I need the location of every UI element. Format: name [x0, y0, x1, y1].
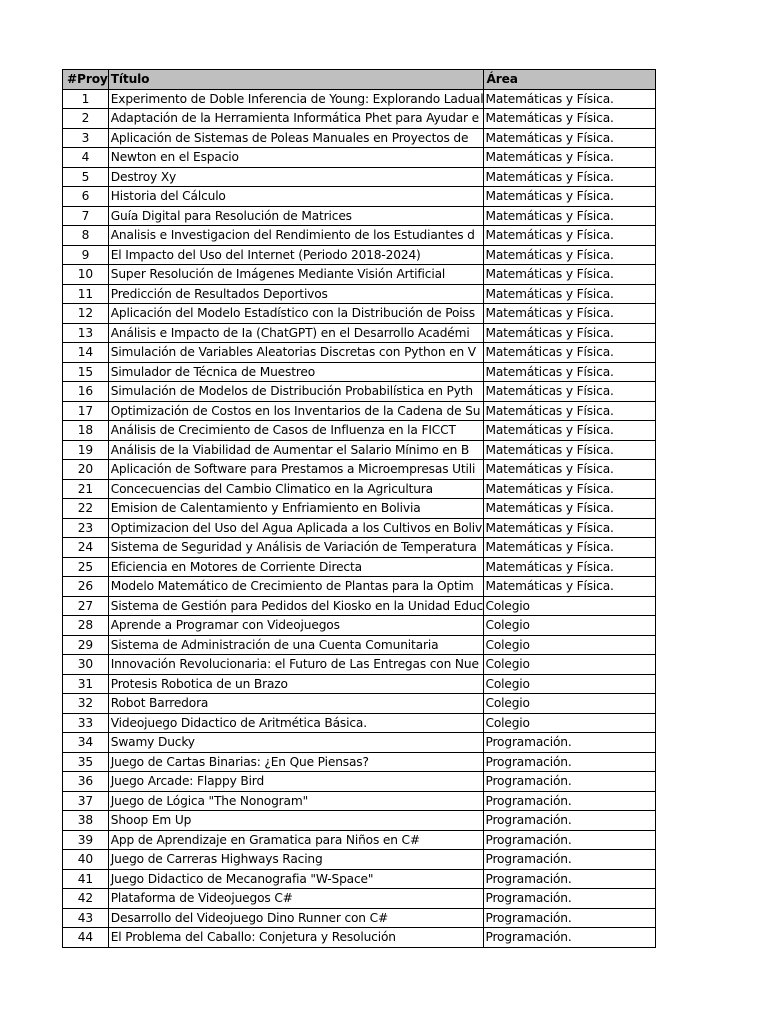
- table-row: [63, 713, 656, 733]
- proy-number-cell[interactable]: 15: [63, 362, 109, 382]
- proy-number-cell[interactable]: 6: [63, 187, 109, 207]
- table-row: [63, 616, 656, 636]
- proy-number-cell[interactable]: 12: [63, 304, 109, 324]
- area-cell[interactable]: Matemáticas y Física.: [484, 265, 656, 285]
- title-cell[interactable]: Eficiencia en Motores de Corriente Directa: [108, 557, 484, 577]
- area-cell[interactable]: Colegio: [484, 616, 656, 636]
- table-row: [63, 889, 656, 909]
- title-cell[interactable]: Aplicación de Software para Prestamos a Microempresas Utili: [108, 460, 484, 480]
- table-row: [63, 226, 656, 246]
- proy-number-cell[interactable]: 32: [63, 694, 109, 714]
- area-cell[interactable]: Matemáticas y Física.: [484, 284, 656, 304]
- table-row: [63, 440, 656, 460]
- title-cell[interactable]: Juego de Lógica "The Nonogram": [108, 791, 484, 811]
- table-row: [63, 928, 656, 948]
- title-cell[interactable]: Robot Barredora: [108, 694, 484, 714]
- area-cell[interactable]: Matemáticas y Física.: [484, 518, 656, 538]
- area-cell[interactable]: Matemáticas y Física.: [484, 323, 656, 343]
- title-cell[interactable]: Swamy Ducky: [108, 733, 484, 753]
- title-cell[interactable]: Plataforma de Videojuegos C#: [108, 889, 484, 909]
- title-cell[interactable]: Juego Didactico de Mecanografia "W-Space": [108, 869, 484, 889]
- proy-number-cell[interactable]: 18: [63, 421, 109, 441]
- proy-number-cell[interactable]: 13: [63, 323, 109, 343]
- table-row: [63, 284, 656, 304]
- area-cell[interactable]: Matemáticas y Física.: [484, 148, 656, 168]
- area-cell[interactable]: Programación.: [484, 869, 656, 889]
- proy-number-cell[interactable]: 23: [63, 518, 109, 538]
- title-cell[interactable]: Optimización de Costos en los Inventarios de la Cadena de Su: [108, 401, 484, 421]
- area-cell[interactable]: Matemáticas y Física.: [484, 362, 656, 382]
- proy-number-cell[interactable]: 17: [63, 401, 109, 421]
- title-cell[interactable]: Experimento de Doble Inferencia de Young: Explorando Ladual: [108, 89, 484, 109]
- proy-number-cell[interactable]: 9: [63, 245, 109, 265]
- title-cell[interactable]: Simulador de Técnica de Muestreo: [108, 362, 484, 382]
- area-cell[interactable]: Matemáticas y Física.: [484, 557, 656, 577]
- proy-number-cell[interactable]: 25: [63, 557, 109, 577]
- title-cell[interactable]: Optimizacion del Uso del Agua Aplicada a los Cultivos en Boliv: [108, 518, 484, 538]
- table-row: [63, 265, 656, 285]
- area-cell[interactable]: Programación.: [484, 811, 656, 831]
- area-cell[interactable]: Colegio: [484, 635, 656, 655]
- table-row: [63, 499, 656, 519]
- title-cell[interactable]: Aplicación de Sistemas de Poleas Manuales en Proyectos de: [108, 128, 484, 148]
- proy-number-cell[interactable]: 39: [63, 830, 109, 850]
- table-row: [63, 421, 656, 441]
- proy-number-cell[interactable]: 10: [63, 265, 109, 285]
- proy-number-cell[interactable]: 37: [63, 791, 109, 811]
- proy-number-cell[interactable]: 11: [63, 284, 109, 304]
- title-cell[interactable]: Videojuego Didactico de Aritmética Básica.: [108, 713, 484, 733]
- table-row: [63, 167, 656, 187]
- table-row: [63, 460, 656, 480]
- proy-number-cell[interactable]: 29: [63, 635, 109, 655]
- header-row: [63, 70, 656, 90]
- title-cell[interactable]: App de Aprendizaje en Gramatica para Niños en C#: [108, 830, 484, 850]
- area-cell[interactable]: Matemáticas y Física.: [484, 499, 656, 519]
- proy-number-cell[interactable]: 33: [63, 713, 109, 733]
- proy-number-cell[interactable]: 38: [63, 811, 109, 831]
- table-row: [63, 245, 656, 265]
- table-row: [63, 674, 656, 694]
- title-cell[interactable]: Sistema de Seguridad y Análisis de Variación de Temperatura: [108, 538, 484, 558]
- title-cell[interactable]: Análisis e Impacto de Ia (ChatGPT) en el Desarrollo Académi: [108, 323, 484, 343]
- table-row: [63, 323, 656, 343]
- table-row: [63, 479, 656, 499]
- proy-number-cell[interactable]: 2: [63, 109, 109, 129]
- title-cell[interactable]: Simulación de Variables Aleatorias Discretas con Python en V: [108, 343, 484, 363]
- title-cell[interactable]: Juego de Carreras Highways Racing: [108, 850, 484, 870]
- area-cell[interactable]: Colegio: [484, 694, 656, 714]
- title-cell[interactable]: Guía Digital para Resolución de Matrices: [108, 206, 484, 226]
- table-row: [63, 830, 656, 850]
- area-cell[interactable]: Matemáticas y Física.: [484, 304, 656, 324]
- title-cell[interactable]: Historia del Cálculo: [108, 187, 484, 207]
- title-cell[interactable]: Sistema de Administración de una Cuenta Comunitaria: [108, 635, 484, 655]
- area-cell[interactable]: Matemáticas y Física.: [484, 460, 656, 480]
- area-cell[interactable]: Programación.: [484, 733, 656, 753]
- table-row: [63, 908, 656, 928]
- area-cell[interactable]: Programación.: [484, 791, 656, 811]
- table-row: [63, 655, 656, 675]
- proy-number-cell[interactable]: 20: [63, 460, 109, 480]
- table-row: [63, 362, 656, 382]
- area-cell[interactable]: Colegio: [484, 596, 656, 616]
- area-cell[interactable]: Matemáticas y Física.: [484, 577, 656, 597]
- table-row: [63, 577, 656, 597]
- area-cell[interactable]: Programación.: [484, 889, 656, 909]
- proy-number-cell[interactable]: 14: [63, 343, 109, 363]
- area-cell[interactable]: Matemáticas y Física.: [484, 479, 656, 499]
- title-cell[interactable]: Desarrollo del Videojuego Dino Runner con C#: [108, 908, 484, 928]
- area-cell[interactable]: Matemáticas y Física.: [484, 167, 656, 187]
- table-row: [63, 733, 656, 753]
- proy-number-cell[interactable]: 8: [63, 226, 109, 246]
- proy-number-cell[interactable]: 22: [63, 499, 109, 519]
- title-cell[interactable]: El Impacto del Uso del Internet (Periodo 2018-2024): [108, 245, 484, 265]
- proy-number-cell[interactable]: 31: [63, 674, 109, 694]
- table-row: [63, 811, 656, 831]
- table-row: [63, 869, 656, 889]
- title-cell[interactable]: Destroy Xy: [108, 167, 484, 187]
- table-row: [63, 596, 656, 616]
- area-cell[interactable]: Colegio: [484, 713, 656, 733]
- proy-number-cell[interactable]: 43: [63, 908, 109, 928]
- table-row: [63, 772, 656, 792]
- proy-number-cell[interactable]: 26: [63, 577, 109, 597]
- table-row: [63, 89, 656, 109]
- proy-number-cell[interactable]: 30: [63, 655, 109, 675]
- title-cell[interactable]: Newton en el Espacio: [108, 148, 484, 168]
- table-row: [63, 518, 656, 538]
- area-cell[interactable]: Matemáticas y Física.: [484, 206, 656, 226]
- projects-table: [62, 69, 656, 948]
- area-cell[interactable]: Matemáticas y Física.: [484, 128, 656, 148]
- title-cell[interactable]: Analisis e Investigacion del Rendimiento de los Estudiantes d: [108, 226, 484, 246]
- proy-number-cell[interactable]: 19: [63, 440, 109, 460]
- proy-number-cell[interactable]: 1: [63, 89, 109, 109]
- title-cell[interactable]: Sistema de Gestión para Pedidos del Kiosko en la Unidad Educ: [108, 596, 484, 616]
- title-cell[interactable]: Juego de Cartas Binarias: ¿En Que Piensas?: [108, 752, 484, 772]
- title-cell[interactable]: El Problema del Caballo: Conjetura y Resolución: [108, 928, 484, 948]
- area-cell[interactable]: Matemáticas y Física.: [484, 89, 656, 109]
- title-cell[interactable]: Modelo Matemático de Crecimiento de Plantas para la Optim: [108, 577, 484, 597]
- proy-number-cell[interactable]: 28: [63, 616, 109, 636]
- proy-number-cell[interactable]: 34: [63, 733, 109, 753]
- header-titulo[interactable]: Título: [108, 70, 484, 90]
- title-cell[interactable]: Simulación de Modelos de Distribución Probabilística en Pyth: [108, 382, 484, 402]
- table-row: [63, 206, 656, 226]
- table-row: [63, 128, 656, 148]
- proy-number-cell[interactable]: 24: [63, 538, 109, 558]
- proy-number-cell[interactable]: 35: [63, 752, 109, 772]
- proy-number-cell[interactable]: 36: [63, 772, 109, 792]
- proy-number-cell[interactable]: 41: [63, 869, 109, 889]
- table-row: [63, 343, 656, 363]
- area-cell[interactable]: Programación.: [484, 928, 656, 948]
- table-row: [63, 187, 656, 207]
- table-row: [63, 850, 656, 870]
- table-row: [63, 382, 656, 402]
- area-cell[interactable]: Matemáticas y Física.: [484, 401, 656, 421]
- area-cell[interactable]: Programación.: [484, 772, 656, 792]
- title-cell[interactable]: Predicción de Resultados Deportivos: [108, 284, 484, 304]
- area-cell[interactable]: Matemáticas y Física.: [484, 440, 656, 460]
- proy-number-cell[interactable]: 21: [63, 479, 109, 499]
- table-row: [63, 557, 656, 577]
- title-cell[interactable]: Análisis de Crecimiento de Casos de Influenza en la FICCT: [108, 421, 484, 441]
- table-row: [63, 791, 656, 811]
- area-cell[interactable]: Matemáticas y Física.: [484, 187, 656, 207]
- title-cell[interactable]: Adaptación de la Herramienta Informática Phet para Ayudar e: [108, 109, 484, 129]
- area-cell[interactable]: Matemáticas y Física.: [484, 245, 656, 265]
- title-cell[interactable]: Super Resolución de Imágenes Mediante Visión Artificial: [108, 265, 484, 285]
- table-row: [63, 304, 656, 324]
- header-area[interactable]: Área: [484, 70, 656, 90]
- proy-number-cell[interactable]: 27: [63, 596, 109, 616]
- title-cell[interactable]: Juego Arcade: Flappy Bird: [108, 772, 484, 792]
- area-cell[interactable]: Colegio: [484, 655, 656, 675]
- proy-number-cell[interactable]: 44: [63, 928, 109, 948]
- table-row: [63, 109, 656, 129]
- area-cell[interactable]: Programación.: [484, 752, 656, 772]
- proy-number-cell[interactable]: 40: [63, 850, 109, 870]
- area-cell[interactable]: Matemáticas y Física.: [484, 421, 656, 441]
- area-cell[interactable]: Matemáticas y Física.: [484, 226, 656, 246]
- area-cell[interactable]: Programación.: [484, 908, 656, 928]
- title-cell[interactable]: Innovación Revolucionaria: el Futuro de Las Entregas con Nue: [108, 655, 484, 675]
- title-cell[interactable]: Análisis de la Viabilidad de Aumentar el Salario Mínimo en B: [108, 440, 484, 460]
- table-row: [63, 635, 656, 655]
- proy-number-cell[interactable]: 3: [63, 128, 109, 148]
- title-cell[interactable]: Concecuencias del Cambio Climatico en la Agricultura: [108, 479, 484, 499]
- table-row: [63, 538, 656, 558]
- header-proy[interactable]: #Proy: [63, 70, 109, 90]
- area-cell[interactable]: Programación.: [484, 850, 656, 870]
- proy-number-cell[interactable]: 7: [63, 206, 109, 226]
- area-cell[interactable]: Matemáticas y Física.: [484, 109, 656, 129]
- table-row: [63, 401, 656, 421]
- area-cell[interactable]: Matemáticas y Física.: [484, 343, 656, 363]
- area-cell[interactable]: Programación.: [484, 830, 656, 850]
- proy-number-cell[interactable]: 16: [63, 382, 109, 402]
- area-cell[interactable]: Matemáticas y Física.: [484, 382, 656, 402]
- proy-number-cell[interactable]: 42: [63, 889, 109, 909]
- title-cell[interactable]: Protesis Robotica de un Brazo: [108, 674, 484, 694]
- area-cell[interactable]: Colegio: [484, 674, 656, 694]
- title-cell[interactable]: Shoop Em Up: [108, 811, 484, 831]
- proy-number-cell[interactable]: 5: [63, 167, 109, 187]
- title-cell[interactable]: Emision de Calentamiento y Enfriamiento en Bolivia: [108, 499, 484, 519]
- title-cell[interactable]: Aplicación del Modelo Estadístico con la Distribución de Poiss: [108, 304, 484, 324]
- area-cell[interactable]: Matemáticas y Física.: [484, 538, 656, 558]
- proy-number-cell[interactable]: 4: [63, 148, 109, 168]
- table-row: [63, 694, 656, 714]
- table-row: [63, 148, 656, 168]
- title-cell[interactable]: Aprende a Programar con Videojuegos: [108, 616, 484, 636]
- table-row: [63, 752, 656, 772]
